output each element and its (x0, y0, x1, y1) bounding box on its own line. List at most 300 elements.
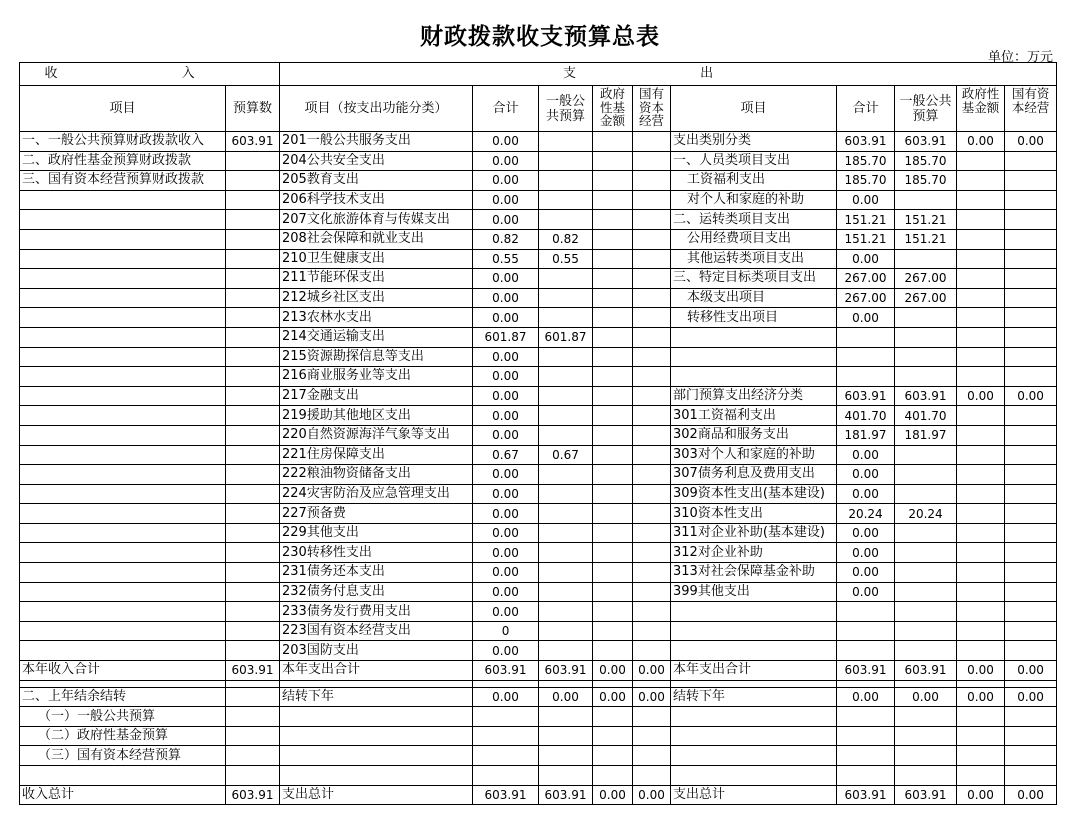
table-cell: 0.00 (837, 308, 895, 328)
table-cell (633, 707, 671, 727)
table-cell (957, 543, 1005, 563)
table-cell: 0.00 (473, 171, 539, 191)
table-cell: 一、一般公共预算财政拨款收入 (20, 132, 226, 152)
table-cell (1005, 484, 1057, 504)
table-cell: 603.91 (895, 785, 957, 805)
table-cell (957, 582, 1005, 602)
table-cell (539, 347, 593, 367)
table-cell: 181.97 (895, 425, 957, 445)
table-cell (633, 229, 671, 249)
table-cell (957, 425, 1005, 445)
table-cell: 185.70 (895, 171, 957, 191)
table-cell: 0.00 (473, 504, 539, 524)
table-cell (20, 308, 226, 328)
table-cell (1005, 563, 1057, 583)
spacer-cell (671, 680, 837, 687)
expense-header: 支 出 (280, 63, 1057, 86)
table-cell: 0.00 (473, 523, 539, 543)
income-header: 收 入 (20, 63, 280, 86)
table-cell (671, 726, 837, 746)
table-cell (633, 465, 671, 485)
spacer-cell (633, 680, 671, 687)
table-cell (837, 766, 895, 786)
table-cell (226, 707, 280, 727)
table-cell (539, 406, 593, 426)
table-cell (633, 523, 671, 543)
table-cell: 本年支出合计 (671, 661, 837, 681)
table-cell (20, 602, 226, 622)
table-row (20, 602, 1057, 622)
table-cell: （一）一般公共预算 (20, 707, 226, 727)
table-cell (539, 641, 593, 661)
table-cell (957, 563, 1005, 583)
table-cell (280, 726, 473, 746)
table-cell: 0 (473, 621, 539, 641)
table-cell: 一、人员类项目支出 (671, 151, 837, 171)
table-cell (633, 269, 671, 289)
table-cell (593, 484, 633, 504)
table-cell (1005, 766, 1057, 786)
table-cell: 0.00 (957, 386, 1005, 406)
table-cell (226, 288, 280, 308)
table-cell (539, 308, 593, 328)
table-cell (593, 190, 633, 210)
table-cell (895, 308, 957, 328)
header-row-2 (20, 86, 1057, 132)
spacer-cell (20, 680, 226, 687)
table-cell: 203国防支出 (280, 641, 473, 661)
table-cell (633, 171, 671, 191)
table-cell: 205教育支出 (280, 171, 473, 191)
table-cell (539, 484, 593, 504)
table-cell (1005, 288, 1057, 308)
table-cell: 0.00 (837, 687, 895, 707)
table-cell: 212城乡社区支出 (280, 288, 473, 308)
table-row (20, 621, 1057, 641)
table-cell: 231债务还本支出 (280, 563, 473, 583)
table-cell: 部门预算支出经济分类 (671, 386, 837, 406)
table-cell (226, 582, 280, 602)
table-cell (1005, 269, 1057, 289)
table-cell (20, 766, 226, 786)
table-cell (837, 347, 895, 367)
table-row (20, 543, 1057, 563)
table-cell (593, 327, 633, 347)
table-cell: 185.70 (837, 151, 895, 171)
table-cell: 201一般公共服务支出 (280, 132, 473, 152)
table-cell: 216商业服务业等支出 (280, 367, 473, 387)
table-cell: 221住房保障支出 (280, 445, 473, 465)
table-cell (539, 766, 593, 786)
table-cell: 222粮油物资储备支出 (280, 465, 473, 485)
table-cell: 0.00 (473, 386, 539, 406)
table-cell (539, 367, 593, 387)
table-cell (226, 229, 280, 249)
table-row (20, 288, 1057, 308)
table-row (20, 308, 1057, 328)
table-cell (837, 621, 895, 641)
table-cell: 0.00 (473, 308, 539, 328)
table-cell (539, 425, 593, 445)
table-cell (593, 707, 633, 727)
table-cell (957, 602, 1005, 622)
table-cell (593, 347, 633, 367)
table-cell (226, 425, 280, 445)
table-cell (280, 766, 473, 786)
table-cell (957, 621, 1005, 641)
table-cell (539, 746, 593, 766)
table-cell (1005, 406, 1057, 426)
table-cell: 215资源勘探信息等支出 (280, 347, 473, 367)
table-cell (957, 406, 1005, 426)
table-cell: 603.91 (473, 661, 539, 681)
table-cell: 三、国有资本经营预算财政拨款 (20, 171, 226, 191)
table-cell (1005, 445, 1057, 465)
table-cell: 204公共安全支出 (280, 151, 473, 171)
table-cell (957, 726, 1005, 746)
table-cell: 0.00 (837, 563, 895, 583)
table-cell (539, 386, 593, 406)
table-cell (1005, 327, 1057, 347)
table-cell: 302商品和服务支出 (671, 425, 837, 445)
table-cell (539, 504, 593, 524)
table-cell: 三、特定目标类项目支出 (671, 269, 837, 289)
spacer-cell (837, 680, 895, 687)
table-cell (539, 210, 593, 230)
table-cell (1005, 229, 1057, 249)
table-cell (957, 504, 1005, 524)
table-cell (20, 621, 226, 641)
table-cell: 支出类别分类 (671, 132, 837, 152)
table-cell (226, 746, 280, 766)
table-row (20, 327, 1057, 347)
table-cell (633, 504, 671, 524)
table-cell (20, 269, 226, 289)
carry-row (20, 707, 1057, 727)
table-cell: （三）国有资本经营预算 (20, 746, 226, 766)
table-cell (957, 465, 1005, 485)
table-cell (226, 347, 280, 367)
spacer-cell (280, 680, 473, 687)
table-cell (20, 229, 226, 249)
table-cell: 0.00 (837, 249, 895, 269)
table-cell (1005, 582, 1057, 602)
table-cell (633, 484, 671, 504)
table-cell (20, 582, 226, 602)
table-cell (633, 406, 671, 426)
header-budget: 预算数 (226, 86, 280, 132)
table-cell (671, 327, 837, 347)
table-cell: 0.82 (539, 229, 593, 249)
table-cell: 本级支出项目 (671, 288, 837, 308)
table-cell: 185.70 (837, 171, 895, 191)
table-cell (633, 641, 671, 661)
table-cell: 0.00 (837, 582, 895, 602)
table-cell: 230转移性支出 (280, 543, 473, 563)
table-cell (957, 288, 1005, 308)
table-cell (226, 484, 280, 504)
table-cell: 0.00 (837, 190, 895, 210)
table-cell: 0.00 (837, 484, 895, 504)
table-cell: 0.00 (473, 602, 539, 622)
table-cell (633, 210, 671, 230)
table-row (20, 484, 1057, 504)
table-cell: 151.21 (895, 229, 957, 249)
table-cell (957, 269, 1005, 289)
table-cell (895, 327, 957, 347)
table-cell (539, 151, 593, 171)
table-cell (895, 563, 957, 583)
table-cell (633, 582, 671, 602)
table-cell (633, 132, 671, 152)
table-row (20, 582, 1057, 602)
table-cell (593, 151, 633, 171)
table-row (20, 171, 1057, 191)
spacer-cell (539, 680, 593, 687)
table-cell: 0.00 (837, 543, 895, 563)
year-total-row (20, 661, 1057, 681)
table-cell: 0.67 (539, 445, 593, 465)
table-cell: 603.91 (226, 661, 280, 681)
table-cell (593, 465, 633, 485)
table-cell (957, 190, 1005, 210)
table-cell (539, 563, 593, 583)
table-cell: 0.00 (1005, 661, 1057, 681)
table-cell: 0.00 (473, 582, 539, 602)
table-cell (20, 484, 226, 504)
table-cell: 214交通运输支出 (280, 327, 473, 347)
table-row (20, 367, 1057, 387)
table-cell: 181.97 (837, 425, 895, 445)
table-cell (539, 582, 593, 602)
table-cell: 401.70 (895, 406, 957, 426)
budget-table (19, 62, 1057, 805)
table-cell: 217金融支出 (280, 386, 473, 406)
table-cell (1005, 707, 1057, 727)
table-cell (20, 347, 226, 367)
table-cell (1005, 151, 1057, 171)
table-cell: 219援助其他地区支出 (280, 406, 473, 426)
table-cell (671, 746, 837, 766)
table-cell (1005, 308, 1057, 328)
table-cell (20, 210, 226, 230)
table-cell (593, 445, 633, 465)
table-cell: 224灾害防治及应急管理支出 (280, 484, 473, 504)
spacer-cell (226, 680, 280, 687)
table-cell (633, 151, 671, 171)
table-cell (473, 746, 539, 766)
spacer-cell (473, 680, 539, 687)
table-cell (226, 445, 280, 465)
table-cell (280, 707, 473, 727)
table-cell (593, 746, 633, 766)
table-cell (837, 327, 895, 347)
table-cell (226, 687, 280, 707)
table-cell: 0.00 (593, 785, 633, 805)
table-cell: 0.00 (473, 687, 539, 707)
table-cell: 0.00 (473, 484, 539, 504)
table-cell (957, 171, 1005, 191)
table-row (20, 465, 1057, 485)
table-cell: 307债务利息及费用支出 (671, 465, 837, 485)
table-cell: 0.00 (895, 687, 957, 707)
table-cell (957, 249, 1005, 269)
table-cell (671, 602, 837, 622)
table-cell (20, 543, 226, 563)
table-cell (957, 347, 1005, 367)
table-cell: 0.00 (473, 406, 539, 426)
table-cell: 401.70 (837, 406, 895, 426)
table-cell (837, 367, 895, 387)
table-cell: 603.91 (539, 661, 593, 681)
table-row (20, 425, 1057, 445)
table-cell (837, 707, 895, 727)
table-cell: 0.00 (593, 687, 633, 707)
table-cell (1005, 602, 1057, 622)
table-cell: 0.00 (473, 132, 539, 152)
table-cell (633, 543, 671, 563)
table-cell: 210卫生健康支出 (280, 249, 473, 269)
table-cell (633, 386, 671, 406)
table-cell: 0.00 (957, 687, 1005, 707)
table-cell (539, 707, 593, 727)
table-cell: 601.87 (539, 327, 593, 347)
table-cell (593, 269, 633, 289)
table-cell: 603.91 (837, 661, 895, 681)
table-cell: 603.91 (226, 785, 280, 805)
table-cell: 603.91 (226, 132, 280, 152)
table-cell (837, 602, 895, 622)
table-cell (957, 746, 1005, 766)
table-cell (539, 465, 593, 485)
table-cell (957, 484, 1005, 504)
table-cell: 0.00 (473, 269, 539, 289)
table-cell: 0.00 (1005, 687, 1057, 707)
table-cell: 0.00 (633, 687, 671, 707)
table-cell: 0.00 (837, 523, 895, 543)
table-cell (837, 746, 895, 766)
table-cell: 603.91 (837, 386, 895, 406)
table-cell (671, 367, 837, 387)
unit-label: 单位：万元 (987, 50, 1053, 65)
table-cell (1005, 425, 1057, 445)
table-cell: 603.91 (895, 661, 957, 681)
table-cell (593, 602, 633, 622)
table-cell (1005, 543, 1057, 563)
table-row (20, 445, 1057, 465)
carry-row (20, 766, 1057, 786)
table-cell: 0.00 (473, 347, 539, 367)
table-cell: 0.00 (473, 465, 539, 485)
table-cell: 0.00 (957, 132, 1005, 152)
table-cell: 0.00 (473, 367, 539, 387)
table-cell (226, 602, 280, 622)
table-cell (895, 484, 957, 504)
table-cell (895, 707, 957, 727)
table-cell (957, 367, 1005, 387)
table-cell: 267.00 (895, 269, 957, 289)
table-cell: 支出总计 (280, 785, 473, 805)
table-cell (539, 269, 593, 289)
table-cell: 267.00 (837, 269, 895, 289)
table-cell: 结转下年 (280, 687, 473, 707)
table-cell (226, 726, 280, 746)
table-cell: 收入总计 (20, 785, 226, 805)
table-row (20, 641, 1057, 661)
table-cell (539, 602, 593, 622)
table-cell: 0.00 (473, 210, 539, 230)
table-cell (957, 523, 1005, 543)
table-cell (633, 249, 671, 269)
table-cell: 303对个人和家庭的补助 (671, 445, 837, 465)
table-cell: 310资本性支出 (671, 504, 837, 524)
header-general-budget: 一般公共预算 (539, 86, 593, 132)
table-cell (226, 523, 280, 543)
table-cell: 0.00 (633, 785, 671, 805)
table-cell (20, 425, 226, 445)
table-cell (539, 621, 593, 641)
header-state-capital-2: 国有资本经营 (1005, 86, 1057, 132)
carry-row (20, 726, 1057, 746)
table-cell (593, 406, 633, 426)
table-cell (20, 190, 226, 210)
table-cell: 185.70 (895, 151, 957, 171)
spacer-cell (895, 680, 957, 687)
table-cell (1005, 746, 1057, 766)
table-cell (633, 425, 671, 445)
table-cell: 工资福利支出 (671, 171, 837, 191)
table-cell: 公用经费项目支出 (671, 229, 837, 249)
table-cell (1005, 367, 1057, 387)
table-row (20, 523, 1057, 543)
table-cell: 0.00 (957, 785, 1005, 805)
table-cell (895, 602, 957, 622)
table-cell (895, 726, 957, 746)
table-cell (593, 425, 633, 445)
table-cell (593, 726, 633, 746)
table-cell (633, 726, 671, 746)
table-cell (593, 308, 633, 328)
table-cell (671, 621, 837, 641)
table-cell: 211节能环保支出 (280, 269, 473, 289)
table-cell (671, 766, 837, 786)
table-cell (226, 210, 280, 230)
table-cell (957, 766, 1005, 786)
table-cell (837, 641, 895, 661)
table-cell: 结转下年 (671, 687, 837, 707)
table-row (20, 406, 1057, 426)
table-cell (957, 210, 1005, 230)
table-cell (593, 641, 633, 661)
table-cell (593, 563, 633, 583)
table-cell (633, 367, 671, 387)
table-cell (957, 445, 1005, 465)
table-cell: 151.21 (837, 210, 895, 230)
table-cell (226, 151, 280, 171)
header-total: 合计 (473, 86, 539, 132)
table-cell: 267.00 (837, 288, 895, 308)
table-cell (593, 766, 633, 786)
header-gov-fund: 政府性基金额 (593, 86, 633, 132)
table-row (20, 210, 1057, 230)
table-cell: 0.00 (1005, 132, 1057, 152)
table-cell: 0.00 (837, 465, 895, 485)
table-cell: 0.00 (1005, 785, 1057, 805)
table-cell: 20.24 (895, 504, 957, 524)
table-cell (895, 582, 957, 602)
table-cell (226, 563, 280, 583)
table-cell (20, 465, 226, 485)
